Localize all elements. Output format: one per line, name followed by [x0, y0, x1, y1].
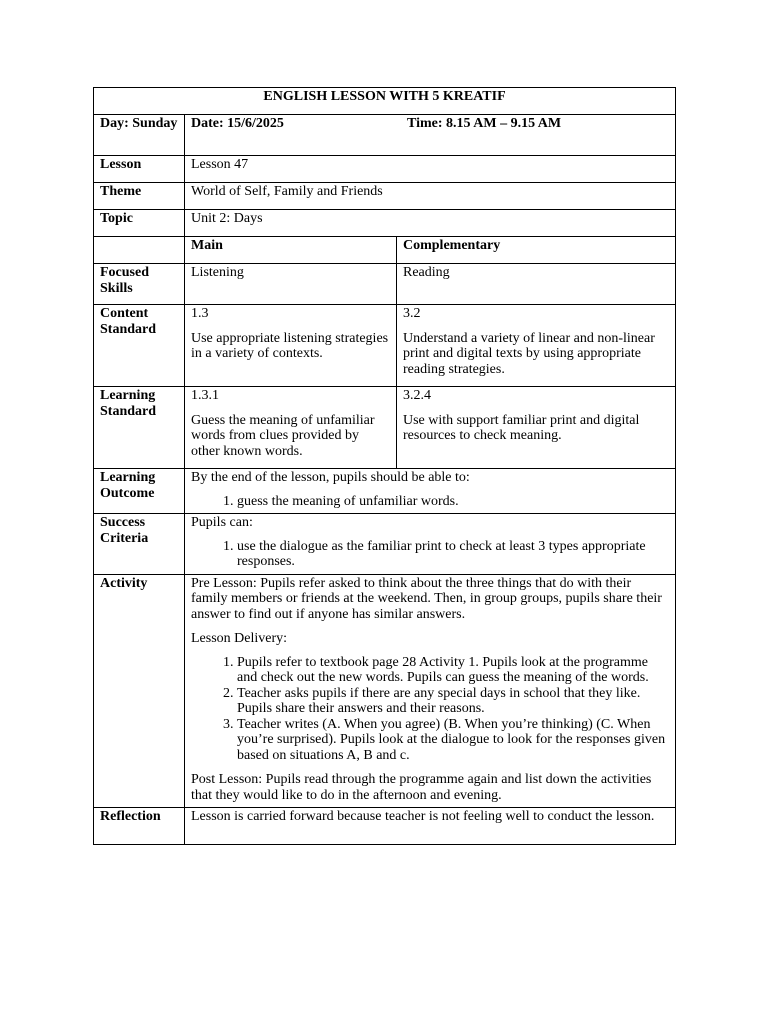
content-standard-main-code: 1.3 [191, 306, 209, 321]
content-standard-comp-text: Understand a variety of linear and non-linear print and digital texts by using appropriate reading strategies. [403, 330, 655, 377]
lesson-label: Lesson [94, 156, 185, 183]
reflection-value: Lesson is carried forward because teacher is not feeling well to conduct the lesson. [185, 808, 676, 845]
content-standard-label: Content Standard [94, 305, 185, 387]
lesson-value: Lesson 47 [185, 156, 676, 183]
theme-value: World of Self, Family and Friends [185, 183, 676, 210]
content-standard-row [94, 305, 676, 387]
learning-standard-complementary [397, 387, 676, 469]
post-lesson-text: Post Lesson: Pupils read through the programme again and list down the activities that they would like to do in the afternoon and evening. [191, 772, 652, 803]
lesson-delivery-steps [191, 655, 669, 764]
list-item: 1. Pupils refer to textbook page 28 Activity 1. Pupils look at the programme and check out the new words. Pupils can guess the meaning of the words. [237, 655, 669, 686]
activity-row [94, 574, 676, 808]
activity-cell [185, 574, 676, 808]
list-item: 3. Teacher writes (A. When you agree) (B. When you’re thinking) (C. When you’re surprised). Pupils look at the dialogue to look for the responses given based on situations A, B and c. [237, 717, 669, 764]
learning-outcome-cell [185, 469, 676, 514]
content-standard-main-text: Use appropriate listening strategies in a variety of contexts. [191, 330, 389, 361]
content-standard-main [185, 305, 397, 387]
pre-lesson-text: Pre Lesson: Pupils refer asked to think about the three things that do with their family members or friends at the weekend. Then, in group groups, pupils share their answer to find out if anyone has similar answers. [191, 575, 662, 622]
success-criteria-list [191, 539, 669, 570]
complementary-header: Complementary [397, 237, 676, 264]
lesson-delivery-label: Lesson Delivery: [191, 631, 288, 646]
document-title: ENGLISH LESSON WITH 5 KREATIF [94, 88, 676, 115]
lesson-row [94, 156, 676, 183]
learning-standard-row [94, 387, 676, 469]
success-criteria-intro: Pupils can: [191, 515, 253, 530]
learning-outcome-intro: By the end of the lesson, pupils should be able to: [191, 470, 470, 485]
theme-row [94, 183, 676, 210]
learning-standard-comp-text: Use with support familiar print and digital resources to check meaning. [403, 412, 640, 443]
learning-standard-comp-code: 3.2.4 [403, 388, 431, 403]
learning-standard-label: Learning Standard [94, 387, 185, 469]
focused-skills-label: Focused Skills [94, 264, 185, 305]
learning-outcome-row [94, 469, 676, 514]
empty-header-cell [94, 237, 185, 264]
learning-standard-main-text: Guess the meaning of unfamiliar words from clues provided by other known words. [191, 412, 375, 459]
learning-outcome-label: Learning Outcome [94, 469, 185, 514]
focused-skill-main: Listening [185, 264, 397, 305]
activity-label: Activity [94, 574, 185, 808]
learning-standard-main [185, 387, 397, 469]
list-item: 1. use the dialogue as the familiar print to check at least 3 types appropriate responses. [237, 539, 669, 570]
theme-label: Theme [94, 183, 185, 210]
day-label: Day: Sunday [94, 115, 185, 156]
learning-standard-main-code: 1.3.1 [191, 388, 219, 403]
time-label: Time: 8.15 AM – 9.15 AM [407, 116, 562, 131]
reflection-label: Reflection [94, 808, 185, 845]
success-criteria-row [94, 514, 676, 575]
success-criteria-cell [185, 514, 676, 575]
list-item: 2. Teacher asks pupils if there are any special days in school that they like. Pupils share their answers and their reasons. [237, 686, 669, 717]
lesson-plan-table [93, 87, 676, 845]
list-item: 1. guess the meaning of unfamiliar words. [237, 494, 669, 510]
topic-label: Topic [94, 210, 185, 237]
main-header: Main [185, 237, 397, 264]
title-row [94, 88, 676, 115]
learning-outcome-list [191, 494, 669, 510]
content-standard-comp-code: 3.2 [403, 306, 421, 321]
topic-value: Unit 2: Days [185, 210, 676, 237]
date-label: Date: 15/6/2025 [191, 116, 284, 131]
success-criteria-label: Success Criteria [94, 514, 185, 575]
topic-row [94, 210, 676, 237]
reflection-row [94, 808, 676, 845]
content-standard-complementary [397, 305, 676, 387]
day-date-row [94, 115, 676, 156]
focused-skill-complementary: Reading [397, 264, 676, 305]
date-time-cell [185, 115, 676, 156]
focused-skills-row [94, 264, 676, 305]
column-header-row [94, 237, 676, 264]
